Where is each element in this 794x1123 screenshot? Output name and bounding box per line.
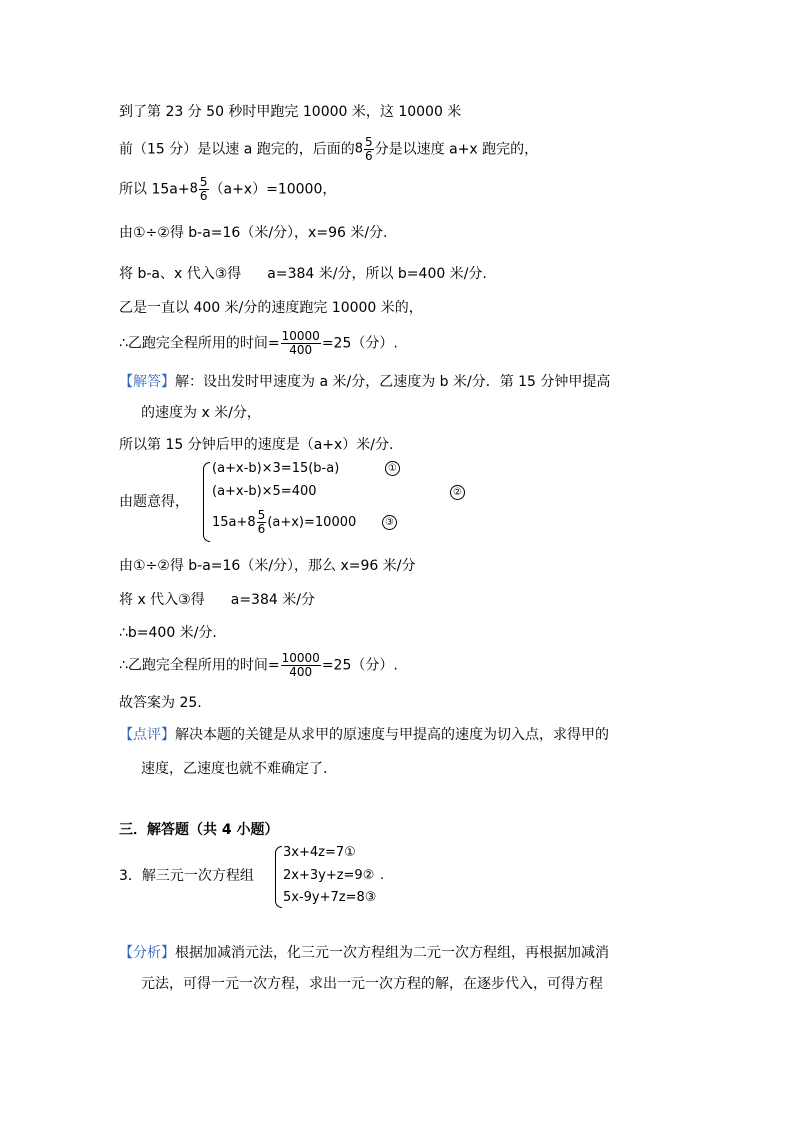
fraction [281,652,321,679]
mixed-fraction [355,136,375,163]
text-line-11: 由①÷②得 b-a=16（米/分），那么 x=96 米/分 [119,558,416,574]
circled-number: ② [450,485,465,500]
text-line-9: 所以第 15 分钟后甲的速度是（a+x）米/分. [119,437,394,453]
analysis-text: 根据加减消元法，化三元一次方程组为二元一次方程组，再根据加减消 [175,945,609,961]
text-segment: 15a+8 [212,515,256,530]
fraction-numerator: 10000 [281,651,320,665]
answer-continuation: 的速度为 x 米/分， [141,405,261,421]
system-equation [212,509,356,536]
fraction-denominator: 6 [257,522,266,536]
text-segment: ∴乙跑完全程所用的时间= [119,657,280,674]
comment-tag: 【点评】 [119,727,175,743]
comment-text: 解决本题的关键是从求甲的原速度与甲提高的速度为切入点，求得甲的 [175,727,609,743]
system-equation: (a+x-b)×5=400 [212,484,317,499]
text-segment: 将 b-a、x 代入③得 [119,266,242,282]
brace [275,846,282,908]
answer-text: 解：设出发时甲速度为 a 米/分，乙速度为 b 米/分．第 15 分钟甲提高 [175,374,611,390]
text-line-7 [119,330,398,357]
analysis-line [119,943,609,963]
fraction-whole: 8 [354,141,364,157]
fraction [364,136,374,163]
analysis-continuation: 元法，可得一元一次方程，求出一元一次方程的解，在逐步代入，可得方程 [141,976,603,992]
system-equation: 2x+3y+z=9② [283,868,375,883]
text-line-10: 由题意得， [119,494,189,510]
text-segment: （a+x）=10000， [209,181,337,198]
fraction [257,509,267,536]
system-equation: 5x-9y+7z=8③ [283,890,377,905]
fraction-denominator: 400 [289,343,313,357]
fraction [281,330,321,357]
comment-continuation: 速度，乙速度也就不难确定了. [141,761,328,777]
text-line-14 [119,652,398,679]
system-equation: 3x+4z=7① [283,845,356,860]
fraction-denominator: 400 [289,665,313,679]
answer-line [119,372,610,392]
text-line-1: 到了第 23 分 50 秒时甲跑完 10000 米，这 10000 米 [119,104,462,120]
text-line-15: 故答案为 25. [119,695,202,711]
question-3-label: 3．解三元一次方程组 [119,868,254,884]
text-segment: =25（分）. [321,657,398,674]
text-segment: a=384 米/分，所以 b=400 米/分. [267,266,487,282]
text-segment: 前（15 分）是以速 a 跑完的，后面的 [119,141,355,158]
text-line-12 [119,590,315,610]
system-equation: (a+x-b)×3=15(b-a) [212,461,340,476]
fraction-denominator: 6 [365,149,373,163]
period: . [380,868,385,883]
section-title: 三．解答题（共 4 小题） [119,822,279,838]
text-segment: (a+x)=10000 [267,515,357,530]
text-segment: 所以 15a+ [119,181,190,198]
fraction-numerator: 5 [365,135,373,149]
analysis-tag: 【分析】 [119,945,175,961]
brace [203,462,210,542]
circled-number: ① [385,461,400,476]
text-segment: 将 x 代入③得 [119,592,205,608]
text-segment: =25（分）. [321,335,398,352]
text-line-2 [119,136,538,163]
fraction-numerator: 5 [199,175,208,189]
text-line-6: 乙是一直以 400 米/分的速度跑完 10000 米的， [119,300,423,316]
text-line-13: ∴b=400 米/分. [119,625,217,641]
text-segment: a=384 米/分 [230,592,315,608]
circled-number: ③ [382,515,397,530]
text-segment: ∴乙跑完全程所用的时间= [119,335,280,352]
fraction-denominator: 6 [199,189,208,203]
text-line-3 [119,176,336,203]
fraction [199,176,209,203]
answer-tag: 【解答】 [119,374,175,390]
text-segment: 分是以速度 a+x 跑完的， [374,141,539,158]
fraction-whole: 8 [189,181,198,197]
text-line-4: 由①÷②得 b-a=16（米/分），x=96 米/分. [119,225,388,241]
comment-line [119,725,609,745]
fraction-numerator: 5 [257,508,266,522]
text-line-5 [119,264,487,284]
mixed-fraction [190,176,210,203]
fraction-numerator: 10000 [281,329,320,343]
